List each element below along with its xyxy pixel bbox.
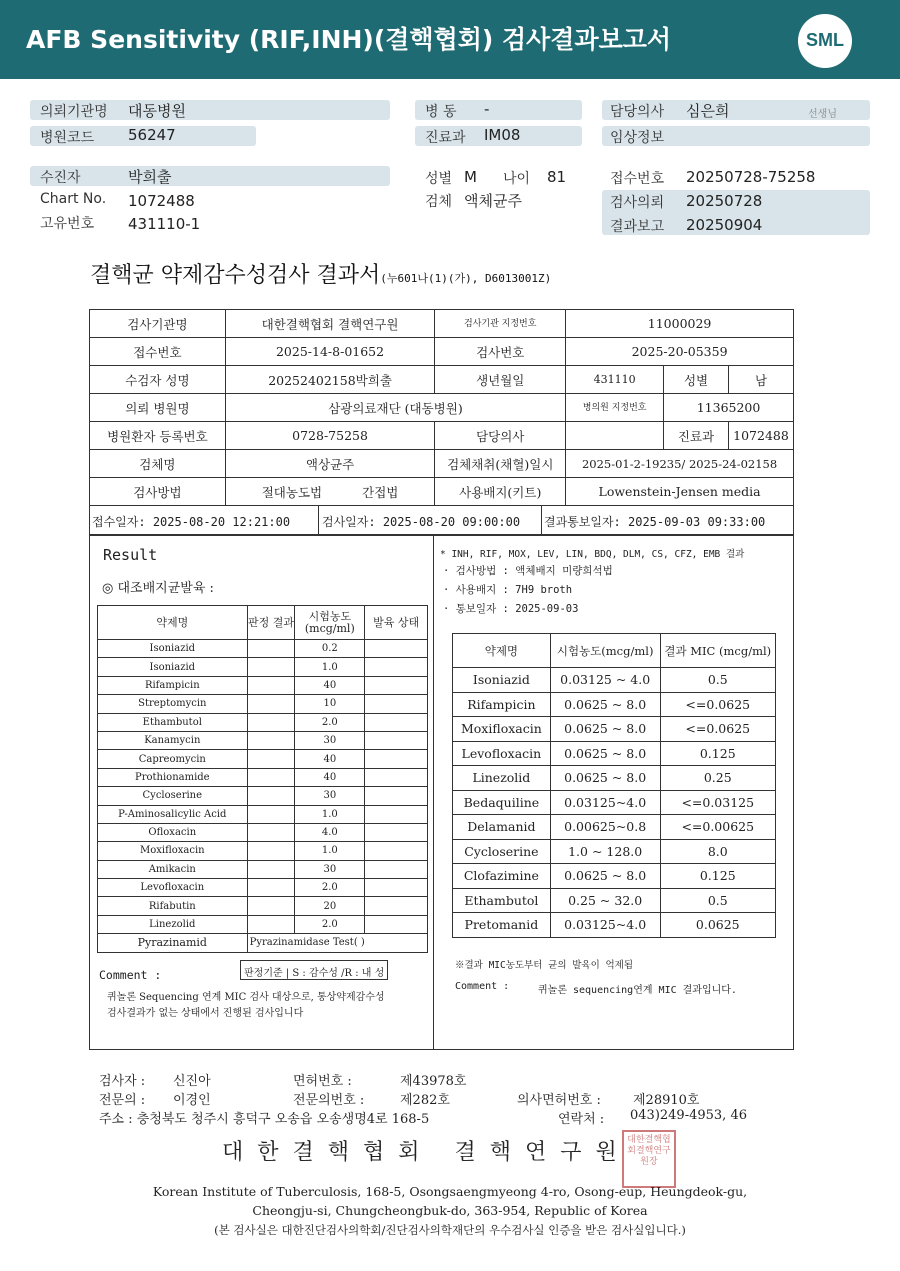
sex-label: 성별 xyxy=(425,171,453,187)
cell-growth xyxy=(365,713,428,731)
expert-no-label: 전문의번호 : xyxy=(293,1093,365,1108)
table-header-row xyxy=(98,606,428,640)
specimen-label: 검체 xyxy=(425,194,453,210)
expert-value: 이경인 xyxy=(173,1093,211,1108)
specimen-value: 액체균주 xyxy=(464,192,522,210)
col-drug: 약제명 xyxy=(98,606,248,640)
chart-label: Chart No. xyxy=(40,191,107,207)
table-dept-value: 1072488 xyxy=(728,422,793,450)
cell-result xyxy=(247,823,295,841)
mic-cell-drug: Rifampicin xyxy=(453,692,551,717)
right-comment: 퀴놀론 sequencing연계 MIC 결과입니다. xyxy=(538,985,737,996)
sml-logo xyxy=(798,14,852,68)
mic-cell-drug: Cycloserine xyxy=(453,839,551,864)
hospital-value: 대동병원 xyxy=(128,102,186,120)
cell-drug: P-Aminosalicylic Acid xyxy=(98,805,248,823)
table-row xyxy=(98,879,428,897)
criteria-value: S : 감수성 /R : 내 성 xyxy=(292,968,385,979)
patient-value: 박희출 xyxy=(128,168,172,186)
info-band-patient xyxy=(30,166,390,186)
mic-cell-range: 1.0 ~ 128.0 xyxy=(550,839,660,864)
table-row xyxy=(90,310,794,338)
mic-note-4 xyxy=(443,601,578,616)
cell-conc: 20 xyxy=(295,897,365,915)
cell-growth xyxy=(365,768,428,786)
doc-license-label: 의사면허번호 : xyxy=(517,1093,601,1108)
cell-growth xyxy=(365,676,428,694)
result-heading: Result xyxy=(103,546,158,564)
subject-name-label: 수검자 성명 xyxy=(90,366,226,394)
mic-col-result: 결과 MIC (mcg/ml) xyxy=(660,634,775,668)
result-divider xyxy=(433,536,434,1049)
mic-cell-mic: <=0.03125 xyxy=(660,790,775,815)
table-row xyxy=(453,864,776,889)
table-row xyxy=(453,790,776,815)
cell-drug: Moxifloxacin xyxy=(98,842,248,860)
dates-divider xyxy=(541,506,542,534)
table-row xyxy=(98,934,428,952)
sex-value: M xyxy=(464,168,477,186)
table-row xyxy=(453,839,776,864)
table-row xyxy=(98,640,428,658)
cell-growth xyxy=(365,860,428,878)
table-row xyxy=(98,915,428,933)
cell-growth xyxy=(365,805,428,823)
spec-label: 검체명 xyxy=(90,450,226,478)
mic-cell-drug: Pretomanid xyxy=(453,913,551,938)
report-header xyxy=(0,0,900,79)
cell-drug: Isoniazid xyxy=(98,658,248,676)
attending-label: 담당의사 xyxy=(435,422,566,450)
test-date: 검사일자: 2025-08-20 09:00:00 xyxy=(322,515,521,529)
hosp-no-value: 11365200 xyxy=(664,394,794,422)
table-row xyxy=(453,766,776,791)
right-comment-label: Comment : xyxy=(455,981,510,992)
col-result: 판정 결과 xyxy=(247,606,295,640)
subject-sex-value: 남 xyxy=(728,366,793,394)
mic-cell-range: 0.03125~4.0 xyxy=(550,913,660,938)
cell-drug: Isoniazid xyxy=(98,640,248,658)
cell-drug: Kanamycin xyxy=(98,731,248,749)
receipt-value: 20250728-75258 xyxy=(686,168,816,186)
test-no-value: 2025-20-05359 xyxy=(566,338,794,366)
tester-value: 신진아 xyxy=(173,1074,211,1089)
contact-value: 043)249-4953, 46 xyxy=(630,1108,747,1123)
mic-cell-drug: Ethambutol xyxy=(453,888,551,913)
result-section xyxy=(89,535,794,1050)
expert-label: 전문의 : xyxy=(99,1093,146,1108)
notify-value: 2025-09-03 xyxy=(515,603,579,615)
table-row xyxy=(98,897,428,915)
table-dept-label: 진료과 xyxy=(664,422,729,450)
table-header-row xyxy=(453,634,776,668)
subject-name-value: 20252402158박희출 xyxy=(225,366,435,394)
abs-conc-table xyxy=(97,605,428,953)
lab-label: 검사기관명 xyxy=(90,310,226,338)
request-label: 검사의뢰 xyxy=(610,195,665,211)
table-row xyxy=(453,692,776,717)
cell-drug: Ethambutol xyxy=(98,713,248,731)
hosp-no-label: 병의원 지정번호 xyxy=(566,394,664,422)
mic-cell-drug: Moxifloxacin xyxy=(453,717,551,742)
mic-cell-mic: <=0.0625 xyxy=(660,692,775,717)
cell-conc: 1.0 xyxy=(295,658,365,676)
criteria-box: 판정기준 | S : 감수성 /R : 내 성 xyxy=(240,960,388,980)
mic-cell-range: 0.0625 ~ 8.0 xyxy=(550,692,660,717)
cell-conc: 1.0 xyxy=(295,842,365,860)
cell-result xyxy=(247,750,295,768)
test-no-label: 검사번호 xyxy=(435,338,566,366)
tester-label: 검사자 : xyxy=(99,1074,146,1089)
dates-row xyxy=(89,505,794,535)
cell-result xyxy=(247,676,295,694)
cell-result xyxy=(247,768,295,786)
certification-note: (본 검사실은 대한진단검사의학회/진단검사의학재단의 우수검사실 인증을 받은 검사실입니다.) xyxy=(214,1223,686,1237)
contact-label: 연락처 : xyxy=(558,1112,605,1127)
table-row xyxy=(98,731,428,749)
control-growth-label: ◎ 대조배지균발육 : xyxy=(102,581,214,596)
cell-drug: Levofloxacin xyxy=(98,879,248,897)
cell-result xyxy=(247,640,295,658)
cell-conc: 10 xyxy=(295,695,365,713)
cell-growth xyxy=(365,695,428,713)
mic-cell-mic: 0.5 xyxy=(660,668,775,693)
cell-growth xyxy=(365,879,428,897)
license-value: 제43978호 xyxy=(400,1074,467,1089)
mic-cell-drug: Linezolid xyxy=(453,766,551,791)
cell-growth xyxy=(365,787,428,805)
attending-value xyxy=(566,422,664,450)
cell-conc: 2.0 xyxy=(295,915,365,933)
cell-conc: 30 xyxy=(295,860,365,878)
mic-cell-drug: Levofloxacin xyxy=(453,741,551,766)
mic-cell-mic: 0.125 xyxy=(660,864,775,889)
hospital-code-label: 병원코드 xyxy=(40,130,95,146)
cell-result xyxy=(247,897,295,915)
col-growth: 발육 상태 xyxy=(365,606,428,640)
cell-growth xyxy=(365,658,428,676)
method-2: 간접법 xyxy=(362,484,399,500)
mic-cell-mic: 0.5 xyxy=(660,888,775,913)
cell-result xyxy=(247,787,295,805)
mic-cell-range: 0.03125 ~ 4.0 xyxy=(550,668,660,693)
cell-conc: 2.0 xyxy=(295,879,365,897)
mic-cell-mic: 8.0 xyxy=(660,839,775,864)
expert-no-value: 제282호 xyxy=(400,1093,450,1108)
collection-label: 검체채취(채혈)일시 xyxy=(435,450,566,478)
table-row xyxy=(98,750,428,768)
hospital-code-value: 56247 xyxy=(128,126,176,144)
table-row xyxy=(453,741,776,766)
table-row xyxy=(98,658,428,676)
cell-conc: 2.0 xyxy=(295,713,365,731)
collection-value: 2025-01-2-19235/ 2025-24-02158 xyxy=(566,450,794,478)
ward-value: - xyxy=(484,100,490,118)
cell-result xyxy=(247,658,295,676)
doctor-suffix: 선생님 xyxy=(808,109,837,120)
mic-cell-range: 0.25 ~ 32.0 xyxy=(550,888,660,913)
cell-result xyxy=(247,915,295,933)
mic-note-2: · 검사방법 : 액체배지 미량희석법 xyxy=(443,565,613,577)
sml-logo-text: SML xyxy=(806,30,844,50)
mic-note-1: * INH, RIF, MOX, LEV, LIN, BDQ, DLM, CS, CFZ, EMB 결과 xyxy=(440,549,745,560)
table-row xyxy=(98,860,428,878)
dates-divider xyxy=(318,506,319,534)
table-row xyxy=(90,478,794,506)
cell-conc: 0.2 xyxy=(295,640,365,658)
table-row xyxy=(90,394,794,422)
ward-label: 병 동 xyxy=(425,104,457,120)
mic-cell-drug: Isoniazid xyxy=(453,668,551,693)
table-row xyxy=(98,805,428,823)
pid-value: 0728-75258 xyxy=(225,422,435,450)
report-date-value: 20250904 xyxy=(686,216,763,234)
medium-label: 사용배지(키트) xyxy=(435,478,566,506)
cell-drug: Rifampicin xyxy=(98,676,248,694)
institution-name: 대한결핵협회 결핵연구원 xyxy=(222,1140,631,1165)
official-seal: 대한결핵협회결핵연구원장 xyxy=(622,1130,676,1188)
cell-conc: 1.0 xyxy=(295,805,365,823)
doctor-value: 심은희 xyxy=(686,102,730,120)
cell-result xyxy=(247,842,295,860)
cell-result xyxy=(247,805,295,823)
req-hospital-label: 의뢰 병원명 xyxy=(90,394,226,422)
mic-cell-mic: <=0.00625 xyxy=(660,815,775,840)
method-label: 검사방법 xyxy=(90,478,226,506)
mic-footnote: ※결과 MIC농도부터 균의 발육이 억제됨 xyxy=(455,960,634,971)
lab-no-label: 검사기관 지정번호 xyxy=(435,310,566,338)
mic-cell-range: 0.0625 ~ 8.0 xyxy=(550,741,660,766)
doc-license-value: 제28910호 xyxy=(633,1093,700,1108)
lab-value: 대한결핵협회 결핵연구원 xyxy=(225,310,435,338)
age-label: 나이 xyxy=(503,171,531,187)
lab-no-value: 11000029 xyxy=(566,310,794,338)
mic-cell-range: 0.00625~0.8 xyxy=(550,815,660,840)
cell-conc: 30 xyxy=(295,787,365,805)
cell-growth xyxy=(365,640,428,658)
table-row xyxy=(453,717,776,742)
report-header-title: AFB Sensitivity (RIF,INH)(결핵협회) 검사결과보고서 xyxy=(26,25,672,54)
mic-cell-mic: 0.25 xyxy=(660,766,775,791)
mic-cell-range: 0.0625 ~ 8.0 xyxy=(550,766,660,791)
cell-drug: Capreomycin xyxy=(98,750,248,768)
address: 주소 : 충청북도 청주시 흥덕구 오송읍 오송생명4로 168-5 xyxy=(99,1112,430,1127)
cell-drug: Prothionamide xyxy=(98,768,248,786)
patient-label: 수진자 xyxy=(40,170,81,186)
cell-growth xyxy=(365,897,428,915)
receipt-no-label: 접수번호 xyxy=(90,338,226,366)
mic-note-3: · 사용배지 : 7H9 broth xyxy=(443,584,573,596)
report-date-label: 결과보고 xyxy=(610,219,665,235)
mic-cell-mic: <=0.0625 xyxy=(660,717,775,742)
unique-value: 431110-1 xyxy=(128,215,201,233)
criteria-label: 판정기준 xyxy=(244,968,283,979)
cell-result xyxy=(247,879,295,897)
dept-value: IM08 xyxy=(484,126,521,144)
table-row xyxy=(98,823,428,841)
mic-col-range: 시험농도(mcg/ml) xyxy=(550,634,660,668)
left-comment-label: Comment : xyxy=(99,968,162,982)
cell-drug: Ofloxacin xyxy=(98,823,248,841)
notify-date: 결과통보일자: 2025-09-03 09:33:00 xyxy=(544,515,766,529)
table-row xyxy=(98,842,428,860)
dob-label: 생년월일 xyxy=(435,366,566,394)
table-row xyxy=(98,676,428,694)
mic-cell-drug: Clofazimine xyxy=(453,864,551,889)
table-row xyxy=(453,888,776,913)
table-row xyxy=(90,422,794,450)
col-conc: 시험농도 (mcg/ml) xyxy=(295,606,365,640)
cell-conc: 30 xyxy=(295,731,365,749)
subject-sex-label: 성별 xyxy=(664,366,729,394)
doctor-label: 담당의사 xyxy=(610,104,665,120)
mic-cell-range: 0.03125~4.0 xyxy=(550,790,660,815)
cell-result xyxy=(247,731,295,749)
table-row xyxy=(90,338,794,366)
req-hospital-value: 삼광의료재단 (대동병원) xyxy=(225,394,565,422)
cell-growth xyxy=(365,823,428,841)
unique-label: 고유번호 xyxy=(40,216,95,232)
pid-label: 병원환자 등록번호 xyxy=(90,422,226,450)
table-row xyxy=(90,450,794,478)
request-value: 20250728 xyxy=(686,192,763,210)
eng-address-2: Cheongju-si, Chungcheongbuk-do, 363-954, Republic of Korea xyxy=(252,1203,648,1218)
mic-cell-mic: 0.0625 xyxy=(660,913,775,938)
cell-drug: Streptomycin xyxy=(98,695,248,713)
notify-label: · 통보일자 : xyxy=(443,603,509,615)
report-info-table xyxy=(89,309,794,506)
receipt-date: 접수일자: 2025-08-20 12:21:00 xyxy=(92,515,291,529)
pza-label: Pyrazinamid xyxy=(98,934,248,952)
table-row xyxy=(98,768,428,786)
cell-conc: 40 xyxy=(295,676,365,694)
clinical-label: 임상정보 xyxy=(610,130,665,146)
cell-growth xyxy=(365,731,428,749)
receipt-no-value: 2025-14-8-01652 xyxy=(225,338,435,366)
table-row xyxy=(453,913,776,938)
cell-drug: Linezolid xyxy=(98,915,248,933)
license-label: 면허번호 : xyxy=(293,1074,352,1089)
method-value xyxy=(225,478,435,506)
cell-conc: 40 xyxy=(295,750,365,768)
table-row xyxy=(98,787,428,805)
dept-label: 진료과 xyxy=(425,130,466,146)
mic-cell-drug: Bedaquiline xyxy=(453,790,551,815)
hospital-label: 의뢰기관명 xyxy=(40,104,108,120)
cell-drug: Amikacin xyxy=(98,860,248,878)
report-title xyxy=(90,258,551,289)
medium-value: Lowenstein-Jensen media xyxy=(566,478,794,506)
age-value: 81 xyxy=(547,168,567,186)
mic-cell-range: 0.0625 ~ 8.0 xyxy=(550,717,660,742)
spec-value: 액상균주 xyxy=(225,450,435,478)
method-1: 절대농도법 xyxy=(261,484,323,500)
cell-drug: Cycloserine xyxy=(98,787,248,805)
eng-address-1: Korean Institute of Tuberculosis, 168-5, Osongsaengmyeong 4-ro, Osong-eup, Heungdeok-gu, xyxy=(152,1184,748,1199)
cell-growth xyxy=(365,750,428,768)
left-comment-1: 퀴놀론 Sequencing 연계 MIC 검사 대상으로, 통상약제감수성 xyxy=(107,992,385,1003)
table-row xyxy=(98,695,428,713)
cell-drug: Rifabutin xyxy=(98,897,248,915)
cell-result xyxy=(247,860,295,878)
cell-growth xyxy=(365,915,428,933)
chart-value: 1072488 xyxy=(128,192,195,210)
report-title-main: 결핵균 약제감수성검사 결과서 xyxy=(90,263,381,288)
cell-conc: 40 xyxy=(295,768,365,786)
cell-result xyxy=(247,713,295,731)
mic-cell-mic: 0.125 xyxy=(660,741,775,766)
mic-cell-range: 0.0625 ~ 8.0 xyxy=(550,864,660,889)
mic-table xyxy=(452,633,776,938)
table-row xyxy=(453,668,776,693)
cell-result xyxy=(247,695,295,713)
table-row xyxy=(90,366,794,394)
table-row xyxy=(98,713,428,731)
left-comment-2: 검사결과가 없는 상태에서 진행된 검사입니다 xyxy=(107,1008,304,1019)
receipt-label: 접수번호 xyxy=(610,171,665,187)
cell-conc: 4.0 xyxy=(295,823,365,841)
dob-value: 431110 xyxy=(566,366,664,394)
report-title-code: (누601나(1)(가), D6013001Z) xyxy=(380,272,552,285)
mic-cell-drug: Delamanid xyxy=(453,815,551,840)
cell-growth xyxy=(365,842,428,860)
mic-col-drug: 약제명 xyxy=(453,634,551,668)
table-row xyxy=(453,815,776,840)
pza-value: Pyrazinamidase Test( ) xyxy=(247,934,427,952)
